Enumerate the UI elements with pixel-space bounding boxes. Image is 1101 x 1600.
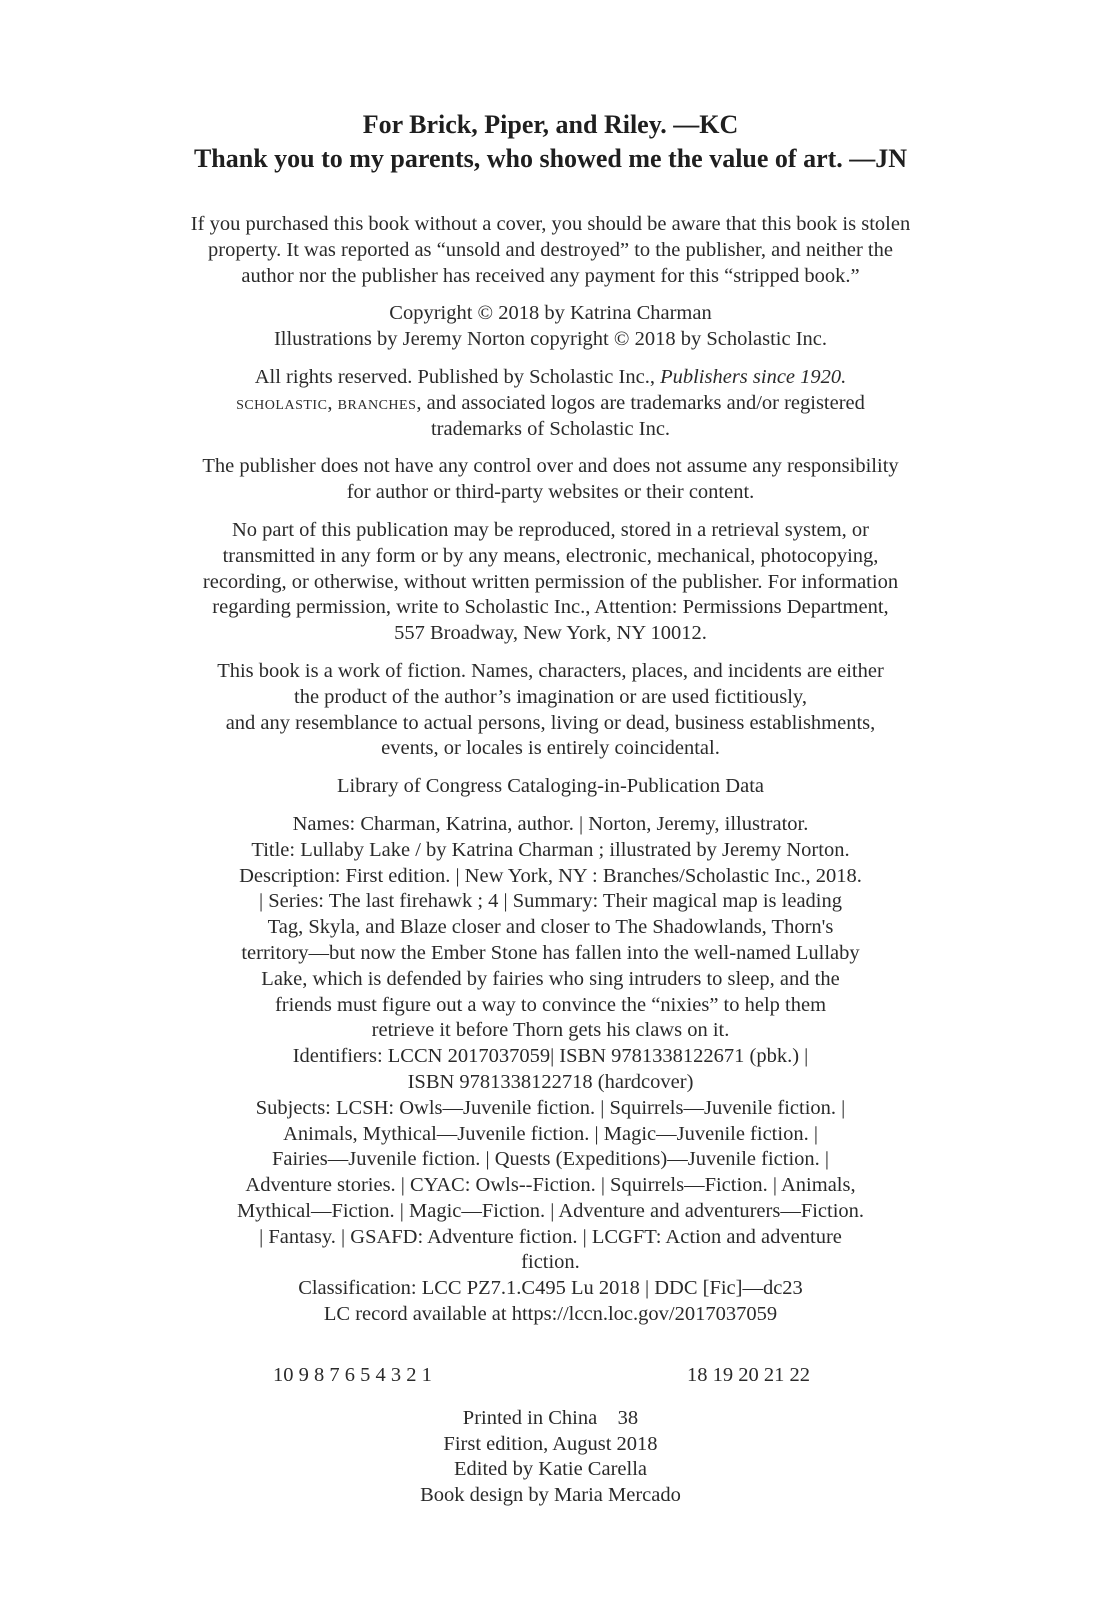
reproduction-line: regarding permission, write to Scholastic Inc., Attention: Permissions Department, (212, 596, 889, 619)
cip-line: Description: First edition. | New York, NY : Branches/Scholastic Inc., 2018. (239, 864, 862, 887)
reproduction-line: No part of this publication may be reproduced, stored in a retrieval system, or (231, 518, 870, 541)
reproduction-notice (101, 518, 1001, 647)
fiction-line: events, or locales is entirely coincidental. (381, 737, 720, 760)
notice-line: author nor the publisher has received any payment for this “stripped book.” (241, 264, 860, 287)
cip-heading (101, 774, 1001, 800)
cip-heading-text: Library of Congress Cataloging-in-Publication Data (337, 775, 764, 798)
cip-line: Tag, Skyla, and Blaze closer and closer to The Shadowlands, Thorn's (267, 916, 834, 939)
printing-line: 10 9 8 7 6 5 4 3 2 1 (273, 1363, 432, 1386)
cip-line: fiction. (521, 1251, 580, 1274)
printing-numbers (0, 1362, 1101, 1392)
notice-line: If you purchased this book without a cover, you should be aware that this book is stolen (190, 213, 911, 235)
dedication-line-author: For Brick, Piper, and Riley. —KC (362, 110, 739, 139)
fiction-line: This book is a work of fiction. Names, characters, places, and incidents are either (217, 659, 884, 682)
trademark-text: , and associated logos are trademarks and/or registered (416, 391, 865, 414)
copyright-notice (101, 301, 1001, 353)
cip-line: ISBN 9781338122718 (hardcover) (407, 1070, 694, 1093)
cip-line: retrieve it before Thorn gets his claws on it. (371, 1019, 730, 1042)
reproduction-line: 557 Broadway, New York, NY 10012. (394, 622, 707, 645)
rights-notice (101, 365, 1001, 442)
cip-line: Identifiers: LCCN 2017037059| ISBN 9781338122671 (pbk.) | (292, 1045, 809, 1068)
cip-line: Names: Charman, Katrina, author. | Norton, Jeremy, illustrator. (292, 812, 809, 835)
rights-line (101, 365, 1001, 391)
dedication (51, 108, 1051, 176)
year-line: 18 19 20 21 22 (687, 1363, 810, 1386)
copyright-line: Illustrations by Jeremy Norton copyright © 2018 by Scholastic Inc. (273, 328, 828, 351)
trademark-scholastic: scholastic (236, 391, 328, 414)
stripped-book-notice (101, 212, 1001, 289)
trademark-line (101, 391, 1001, 417)
fiction-line: and any resemblance to actual persons, living or dead, business establishments, (225, 711, 876, 734)
cip-line: Title: Lullaby Lake / by Katrina Charman ; illustrated by Jeremy Norton. (251, 838, 850, 861)
trademark-branches: branches (337, 391, 417, 414)
trademark-separator: , (327, 391, 338, 414)
cip-line: LC record available at https://lccn.loc.gov/2017037059 (323, 1303, 778, 1326)
cip-line: | Series: The last firehawk ; 4 | Summary: Their magical map is leading (258, 890, 843, 913)
cip-line: Classification: LCC PZ7.1.C495 Lu 2018 | DDC [Fic]—dc23 (298, 1277, 803, 1300)
cip-line: Fairies—Juvenile fiction. | Quests (Expeditions)—Juvenile fiction. | (271, 1148, 830, 1171)
cip-line: Subjects: LCSH: Owls—Juvenile fiction. | Squirrels—Juvenile fiction. | (255, 1096, 846, 1119)
fiction-line: the product of the author’s imagination or are used fictitiously, (294, 685, 807, 708)
copyright-line: Copyright © 2018 by Katrina Charman (389, 302, 712, 325)
editor-credit: Edited by Katie Carella (454, 1458, 647, 1481)
cip-data (101, 812, 1001, 1328)
rights-published-by: All rights reserved. Published by Scholastic Inc., (254, 365, 661, 388)
cip-line: territory—but now the Ember Stone has fallen into the well-named Lullaby (241, 941, 860, 964)
dedication-line-illustrator: Thank you to my parents, who showed me the value of art. —JN (193, 144, 908, 173)
cip-line: Lake, which is defended by fairies who sing intruders to sleep, and the (261, 967, 840, 990)
trademark-line-end: trademarks of Scholastic Inc. (430, 417, 671, 440)
colophon (101, 1406, 1001, 1509)
edition: First edition, August 2018 (443, 1432, 658, 1455)
fiction-notice (101, 659, 1001, 762)
responsibility-line: The publisher does not have any control over and does not assume any responsibility (202, 455, 899, 478)
publishers-since: Publishers since 1920. (660, 365, 847, 388)
cip-line: | Fantasy. | GSAFD: Adventure fiction. | LCGFT: Action and adventure (259, 1225, 842, 1248)
responsibility-notice (101, 454, 1001, 506)
cip-line: Animals, Mythical—Juvenile fiction. | Magic—Juvenile fiction. | (283, 1122, 818, 1145)
notice-line: property. It was reported as “unsold and destroyed” to the publisher, and neither the (208, 238, 893, 261)
cip-line: Mythical—Fiction. | Magic—Fiction. | Adventure and adventurers—Fiction. (236, 1199, 865, 1222)
cip-line: friends must figure out a way to convince the “nixies” to help them (274, 993, 827, 1016)
reproduction-line: recording, or otherwise, without written permission of the publisher. For information (202, 570, 899, 593)
design-credit: Book design by Maria Mercado (420, 1484, 681, 1507)
reproduction-line: transmitted in any form or by any means, electronic, mechanical, photocopying, (222, 544, 879, 567)
responsibility-line: for author or third-party websites or their content. (346, 481, 755, 504)
printed-in: Printed in China 38 (462, 1406, 639, 1429)
cip-line: Adventure stories. | CYAC: Owls--Fiction. | Squirrels—Fiction. | Animals, (245, 1174, 856, 1197)
